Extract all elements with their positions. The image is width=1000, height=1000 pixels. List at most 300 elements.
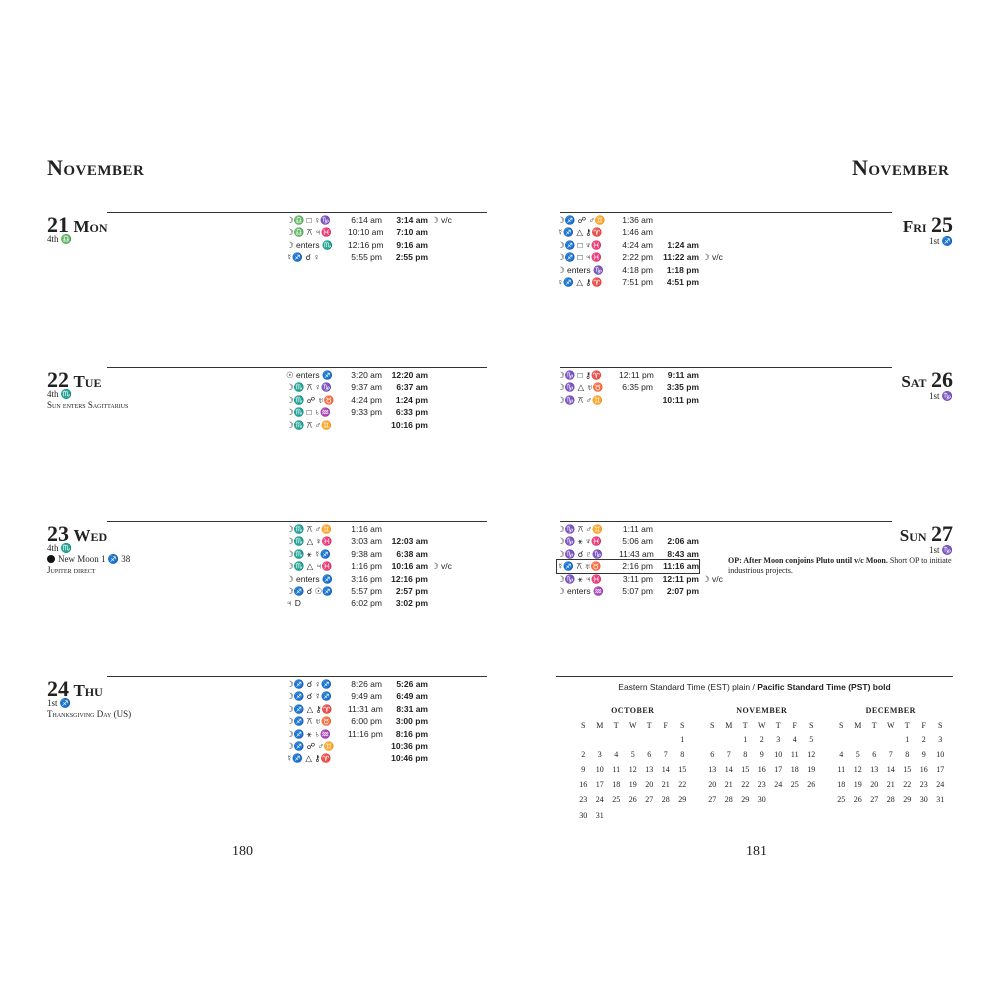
calendar-day: 4 <box>614 750 619 760</box>
weekday-label: S <box>938 721 943 730</box>
moon-phase-sign: 1st ♑ <box>929 545 953 555</box>
mini-calendar-october <box>575 706 691 823</box>
calendar-day: 28 <box>886 795 895 805</box>
pst-time: 8:43 am <box>667 548 699 559</box>
day-number: 23 <box>47 521 69 546</box>
calendar-day: 21 <box>886 780 895 790</box>
calendar-week <box>833 792 949 807</box>
calendar-day: 23 <box>919 780 928 790</box>
calendar-day: 3 <box>938 735 943 745</box>
aspect-event: ♃ D <box>286 598 301 609</box>
calendar-day: 23 <box>757 780 766 790</box>
calendar-day: 6 <box>647 750 652 760</box>
calendar-day <box>575 732 592 747</box>
calendar-day: 2 <box>759 735 764 745</box>
calendar-day: 18 <box>612 780 621 790</box>
aspect-event: ☽♐ ⚻ ♅♉ <box>286 716 332 727</box>
day-number: 22 <box>47 367 69 392</box>
calendar-week <box>704 747 820 762</box>
weekday-label: T <box>904 721 910 730</box>
weekday-label: T <box>646 721 652 730</box>
calendar-grid <box>704 719 820 807</box>
calendar-day: 7 <box>888 750 893 760</box>
weekday-label: W <box>886 721 895 730</box>
pst-time: 3:14 am <box>396 215 428 225</box>
pst-time: 12:16 pm <box>391 573 428 584</box>
calendar-day: 22 <box>903 780 912 790</box>
op-note-text: Short OP to initiate industrious projects. <box>728 556 952 575</box>
calendar-day <box>592 732 609 747</box>
calendar-day: 27 <box>870 795 879 805</box>
calendar-day: 8 <box>680 750 685 760</box>
pst-time: 11:16 am <box>663 561 699 572</box>
day-number: 25 <box>931 212 953 237</box>
est-time: 1:36 am <box>622 215 653 225</box>
aspect-event: ☽♏ ⚻ ♂♊ <box>286 419 332 430</box>
est-time: 3:11 pm <box>622 573 653 584</box>
aspect-event: ☽♑ △ ♅♉ <box>557 382 604 393</box>
aspect-row <box>557 264 723 276</box>
calendar-day: 14 <box>724 765 733 775</box>
calendar-day <box>721 732 738 747</box>
calendar-day: 31 <box>595 810 604 820</box>
aspect-event: ☿♐ ⚻ ♅♉ <box>557 561 602 572</box>
op-note <box>728 556 963 576</box>
calendar-day <box>850 732 867 747</box>
calendar-day: 27 <box>708 795 717 805</box>
pst-time: 9:16 am <box>396 239 428 250</box>
aspect-list <box>557 214 723 288</box>
weekday-header-row <box>575 719 691 732</box>
est-time: 12:11 pm <box>619 370 654 380</box>
aspect-list <box>286 678 428 765</box>
tz-plain: Eastern Standard Time (EST) plain <box>618 682 751 692</box>
pst-time: 3:02 pm <box>395 598 428 609</box>
est-time: 8:26 am <box>351 679 382 689</box>
est-time: 5:07 pm <box>622 585 653 596</box>
pst-time: 12:20 am <box>391 370 428 380</box>
void-of-course-marker: ☽ v/c <box>702 252 723 263</box>
aspect-row <box>286 703 428 715</box>
calendar-day: 26 <box>853 795 862 805</box>
timezone-legend <box>556 676 953 692</box>
pst-time: 6:49 am <box>396 691 428 702</box>
day-event-text: Jupiter direct <box>47 565 96 575</box>
calendar-day: 9 <box>581 765 586 775</box>
weekday-header-row <box>833 719 949 732</box>
aspect-row <box>286 752 428 764</box>
aspect-row <box>286 251 452 263</box>
calendar-day: 27 <box>645 795 654 805</box>
calendar-day: 15 <box>678 765 687 775</box>
day-event-text: Thanksgiving Day (US) <box>47 709 132 719</box>
aspect-row <box>557 226 723 238</box>
calendar-day: 30 <box>919 795 928 805</box>
est-time: 5:55 pm <box>351 252 382 263</box>
est-time: 7:51 pm <box>622 276 653 287</box>
weekday-label: F <box>792 721 797 730</box>
calendar-day: 18 <box>790 765 799 775</box>
pst-time: 10:36 pm <box>391 740 428 751</box>
pst-time: 10:11 pm <box>662 394 699 405</box>
aspect-row <box>286 678 428 690</box>
weekday-label: M <box>854 721 862 730</box>
calendar-week <box>833 777 949 792</box>
calendar-day: 17 <box>595 780 604 790</box>
op-note-bold: OP: After Moon conjoins Pluto until v/c Moon. <box>728 556 888 565</box>
day-subinfo <box>47 698 247 720</box>
day-subinfo <box>47 234 247 245</box>
pst-time: 10:16 am <box>391 561 428 572</box>
aspect-event: ☽ enters ♏ <box>286 239 333 250</box>
calendar-day: 25 <box>790 780 799 790</box>
weekday-label: T <box>742 721 748 730</box>
calendar-day: 18 <box>837 780 846 790</box>
calendar-day: 24 <box>595 795 604 805</box>
void-of-course-marker: ☽ v/c <box>702 573 723 584</box>
calendar-day: 2 <box>921 735 926 745</box>
calendar-day: 3 <box>776 735 781 745</box>
day-event <box>47 709 247 720</box>
calendar-day: 14 <box>661 765 670 775</box>
void-of-course-marker: ☽ v/c <box>431 215 452 225</box>
calendar-day: 20 <box>870 780 879 790</box>
calendar-day: 2 <box>581 750 586 760</box>
calendar-day: 12 <box>628 765 637 775</box>
weekday-label: F <box>663 721 668 730</box>
aspect-event: ☽♐ □ ♆♓ <box>557 239 603 250</box>
aspect-row <box>286 548 452 560</box>
aspect-event: ☽♏ ⚻ ♀♑ <box>286 382 332 393</box>
aspect-row <box>286 226 452 238</box>
day-subinfo <box>47 389 247 411</box>
calendar-grid <box>833 719 949 807</box>
weekday-label: W <box>628 721 637 730</box>
day-name: Thu <box>73 681 103 700</box>
calendar-day: 26 <box>807 780 816 790</box>
est-time: 1:11 am <box>622 524 653 534</box>
aspect-event: ☽♐ ☍ ♂♊ <box>557 215 606 225</box>
calendar-day: 8 <box>743 750 748 760</box>
aspect-event: ☽♑ □ ⚷♈ <box>557 370 602 380</box>
aspect-row <box>286 394 428 406</box>
weekday-header-row <box>704 719 820 732</box>
pst-time: 8:16 pm <box>395 728 428 739</box>
pst-time: 5:26 am <box>396 679 428 689</box>
est-time: 9:49 am <box>351 691 382 702</box>
weekday-label: T <box>775 721 781 730</box>
mini-calendar-november <box>704 706 820 807</box>
day-event-text: 4th ♏ <box>47 543 72 553</box>
moon-phase-sign <box>47 543 247 554</box>
moon-phase-sign <box>47 698 247 709</box>
aspect-event: ☽♏ ☍ ♅♉ <box>286 394 335 405</box>
tz-bold: Pacific Standard Time (PST) bold <box>757 682 891 692</box>
weekday-label: F <box>921 721 926 730</box>
left-page-number: 180 <box>232 844 253 859</box>
new-moon-icon <box>47 555 55 563</box>
calendar-day: 22 <box>741 780 750 790</box>
est-time: 3:03 am <box>351 536 382 547</box>
aspect-event: ☽♑ ☌ ♇♑ <box>557 548 603 559</box>
moon-phase-sign <box>47 389 247 400</box>
calendar-day: 26 <box>628 795 637 805</box>
calendar-day: 16 <box>579 780 588 790</box>
calendar-week <box>575 777 691 792</box>
est-time: 6:00 pm <box>351 716 382 727</box>
calendar-day: 29 <box>903 795 912 805</box>
calendar-week <box>704 762 820 777</box>
aspect-event: ☿♐ △ ⚷♈ <box>286 753 332 764</box>
aspect-row <box>557 381 699 393</box>
pst-time: 2:55 pm <box>395 252 428 263</box>
pst-time: 6:38 am <box>396 548 428 559</box>
calendar-day: 17 <box>774 765 783 775</box>
calendar-week <box>833 747 949 762</box>
aspect-row <box>557 560 699 572</box>
pst-time: 6:33 pm <box>395 407 428 418</box>
aspect-list <box>286 369 428 431</box>
aspect-list <box>557 523 723 597</box>
calendar-day: 30 <box>579 810 588 820</box>
calendar-day: 13 <box>708 765 717 775</box>
calendar-day: 7 <box>726 750 731 760</box>
aspect-event: ☽♐ ☌ ☉♐ <box>286 585 333 596</box>
calendar-day: 21 <box>724 780 733 790</box>
calendar-day: 11 <box>612 765 621 775</box>
pst-time: 9:11 am <box>667 370 699 380</box>
aspect-event: ☿♐ △ ⚷♈ <box>557 227 603 238</box>
aspect-row <box>557 394 699 406</box>
day-heading <box>813 367 953 402</box>
weekday-label: S <box>839 721 844 730</box>
aspect-event: ☽♏ △ ♃♓ <box>286 561 333 572</box>
calendar-day: 8 <box>905 750 910 760</box>
aspect-row <box>557 535 723 547</box>
aspect-row <box>286 560 452 572</box>
aspect-event: ☽♐ ☍ ♂♊ <box>286 740 335 751</box>
right-month-header: November <box>852 155 950 180</box>
est-time: 6:14 am <box>351 215 382 225</box>
calendar-day: 6 <box>872 750 877 760</box>
calendar-grid <box>575 719 691 823</box>
aspect-row <box>286 715 428 727</box>
aspect-row <box>557 214 723 226</box>
calendar-day <box>658 732 675 747</box>
est-time: 4:24 am <box>622 239 653 250</box>
calendar-day: 17 <box>936 765 945 775</box>
calendar-day: 15 <box>903 765 912 775</box>
calendar-week <box>704 732 820 747</box>
aspect-row <box>286 523 452 535</box>
pst-time: 2:06 am <box>667 536 699 547</box>
calendar-day: 5 <box>855 750 860 760</box>
aspect-row <box>286 369 428 381</box>
calendar-day: 13 <box>645 765 654 775</box>
pst-time: 1:18 pm <box>666 264 699 275</box>
aspect-event: ☽♎ ⚻ ♃♓ <box>286 227 332 238</box>
calendar-week <box>575 732 691 747</box>
calendar-day: 24 <box>774 780 783 790</box>
aspect-event: ☽♐ ⚹ ♄♒ <box>286 728 331 739</box>
aspect-event: ☽♏ ⚹ ☿♐ <box>286 548 331 559</box>
calendar-day: 29 <box>678 795 687 805</box>
calendar-day <box>833 732 850 747</box>
aspect-event: ☽♏ △ ♆♓ <box>286 536 333 547</box>
aspect-row <box>286 740 428 752</box>
est-time: 1:16 am <box>351 524 382 534</box>
calendar-day <box>770 792 787 807</box>
day-event-text: 4th ♏ <box>47 389 72 399</box>
calendar-day: 10 <box>936 750 945 760</box>
calendar-day <box>641 732 658 747</box>
pst-time: 11:22 am <box>663 252 699 263</box>
weekday-label: S <box>680 721 685 730</box>
aspect-event: ☽ enters ♒ <box>557 585 604 596</box>
calendar-day: 31 <box>936 795 945 805</box>
aspect-event: ☽♎ □ ♀♑ <box>286 215 332 225</box>
est-time: 11:31 am <box>348 703 383 714</box>
aspect-row <box>557 369 699 381</box>
day-name: Fri <box>902 217 927 236</box>
calendar-day: 25 <box>612 795 621 805</box>
calendar-day: 10 <box>774 750 783 760</box>
aspect-row <box>557 548 723 560</box>
est-time: 9:38 am <box>351 548 382 559</box>
aspect-row <box>557 573 723 585</box>
pst-time: 6:37 am <box>396 382 428 393</box>
day-name: Mon <box>73 217 108 236</box>
calendar-day: 20 <box>645 780 654 790</box>
aspect-row <box>286 690 428 702</box>
est-time: 5:57 pm <box>351 585 382 596</box>
calendar-day: 11 <box>790 750 799 760</box>
aspect-row <box>557 239 723 251</box>
pst-time: 1:24 am <box>667 239 699 250</box>
calendar-day: 19 <box>807 765 816 775</box>
calendar-day: 30 <box>757 795 766 805</box>
weekday-label: M <box>596 721 604 730</box>
calendar-week <box>704 777 820 792</box>
mini-calendar-december <box>833 706 949 807</box>
weekday-label: W <box>757 721 766 730</box>
calendar-day: 20 <box>708 780 717 790</box>
pst-time: 4:51 pm <box>666 276 699 287</box>
pst-time: 7:10 am <box>396 227 428 238</box>
aspect-row <box>557 276 723 288</box>
calendar-day: 22 <box>678 780 687 790</box>
calendar-day: 21 <box>661 780 670 790</box>
calendar-day: 1 <box>905 735 910 745</box>
est-time: 11:43 am <box>619 548 654 559</box>
est-time: 11:16 pm <box>348 728 383 739</box>
weekday-label: T <box>871 721 877 730</box>
est-time: 9:33 pm <box>351 407 382 418</box>
est-time: 1:16 pm <box>351 561 382 572</box>
calendar-day <box>658 807 675 822</box>
calendar-title: DECEMBER <box>865 706 916 715</box>
calendar-week <box>833 732 949 747</box>
calendar-week <box>575 747 691 762</box>
calendar-day: 12 <box>807 750 816 760</box>
aspect-event: ☽♐ △ ⚷♈ <box>286 703 333 714</box>
calendar-day: 4 <box>792 735 797 745</box>
day-event-text: 4th ♎ <box>47 234 72 244</box>
aspect-row <box>286 728 428 740</box>
calendar-day <box>641 807 658 822</box>
aspect-event: ☽♐ ☌ ♀♐ <box>286 679 332 689</box>
aspect-row <box>557 251 723 263</box>
pst-time: 2:57 pm <box>395 585 428 596</box>
weekday-label: T <box>613 721 619 730</box>
calendar-day: 4 <box>839 750 844 760</box>
left-month-header: November <box>47 155 145 180</box>
day-event <box>47 400 247 411</box>
right-page-number: 181 <box>746 844 767 859</box>
aspect-row <box>286 597 452 609</box>
calendar-week <box>575 762 691 777</box>
est-time: 4:24 pm <box>351 394 382 405</box>
est-time: 9:37 am <box>351 382 382 393</box>
calendar-day: 10 <box>595 765 604 775</box>
aspect-list <box>286 523 452 610</box>
pst-time: 10:16 pm <box>391 419 428 430</box>
aspect-event: ☽♑ ⚹ ♃♓ <box>557 573 602 584</box>
calendar-week <box>575 807 691 822</box>
aspect-event: ☉ enters ♐ <box>286 370 333 380</box>
aspect-row <box>286 585 452 597</box>
calendar-title: NOVEMBER <box>736 706 788 715</box>
calendar-day: 5 <box>630 750 635 760</box>
day-name: Tue <box>73 372 102 391</box>
est-time: 2:16 pm <box>622 561 653 572</box>
calendar-day: 9 <box>921 750 926 760</box>
weekday-label: S <box>710 721 715 730</box>
pst-time: 12:03 am <box>391 536 428 547</box>
est-time: 3:16 pm <box>351 573 382 584</box>
calendar-day: 5 <box>809 735 814 745</box>
est-time: 12:16 pm <box>348 239 384 250</box>
aspect-event: ♀♐ △ ⚷♈ <box>557 276 603 287</box>
aspect-event: ☽♑ ⚻ ♂♊ <box>557 394 603 405</box>
aspect-row <box>286 419 428 431</box>
day-event-text: Sun enters Sagittarius <box>47 400 129 410</box>
aspect-list <box>557 369 699 406</box>
aspect-row <box>286 214 452 226</box>
aspect-event: ☿♐ ☌ ♀ <box>286 252 320 263</box>
calendar-day: 24 <box>936 780 945 790</box>
est-time: 6:35 pm <box>622 382 653 393</box>
calendar-week <box>575 792 691 807</box>
calendar-day: 16 <box>919 765 928 775</box>
calendar-title: OCTOBER <box>611 706 655 715</box>
est-time: 4:18 pm <box>622 264 653 275</box>
calendar-day: 25 <box>837 795 846 805</box>
pst-time: 3:35 pm <box>666 382 699 393</box>
calendar-day: 1 <box>680 735 685 745</box>
est-time: 6:02 pm <box>351 598 382 609</box>
calendar-day <box>883 732 900 747</box>
day-name: Wed <box>73 526 108 545</box>
calendar-day <box>625 732 642 747</box>
weekday-label: S <box>809 721 814 730</box>
aspect-row <box>286 406 428 418</box>
calendar-day: 7 <box>663 750 668 760</box>
day-number: 26 <box>931 367 953 392</box>
day-heading <box>813 212 953 247</box>
calendar-day: 14 <box>886 765 895 775</box>
day-event <box>47 554 247 565</box>
